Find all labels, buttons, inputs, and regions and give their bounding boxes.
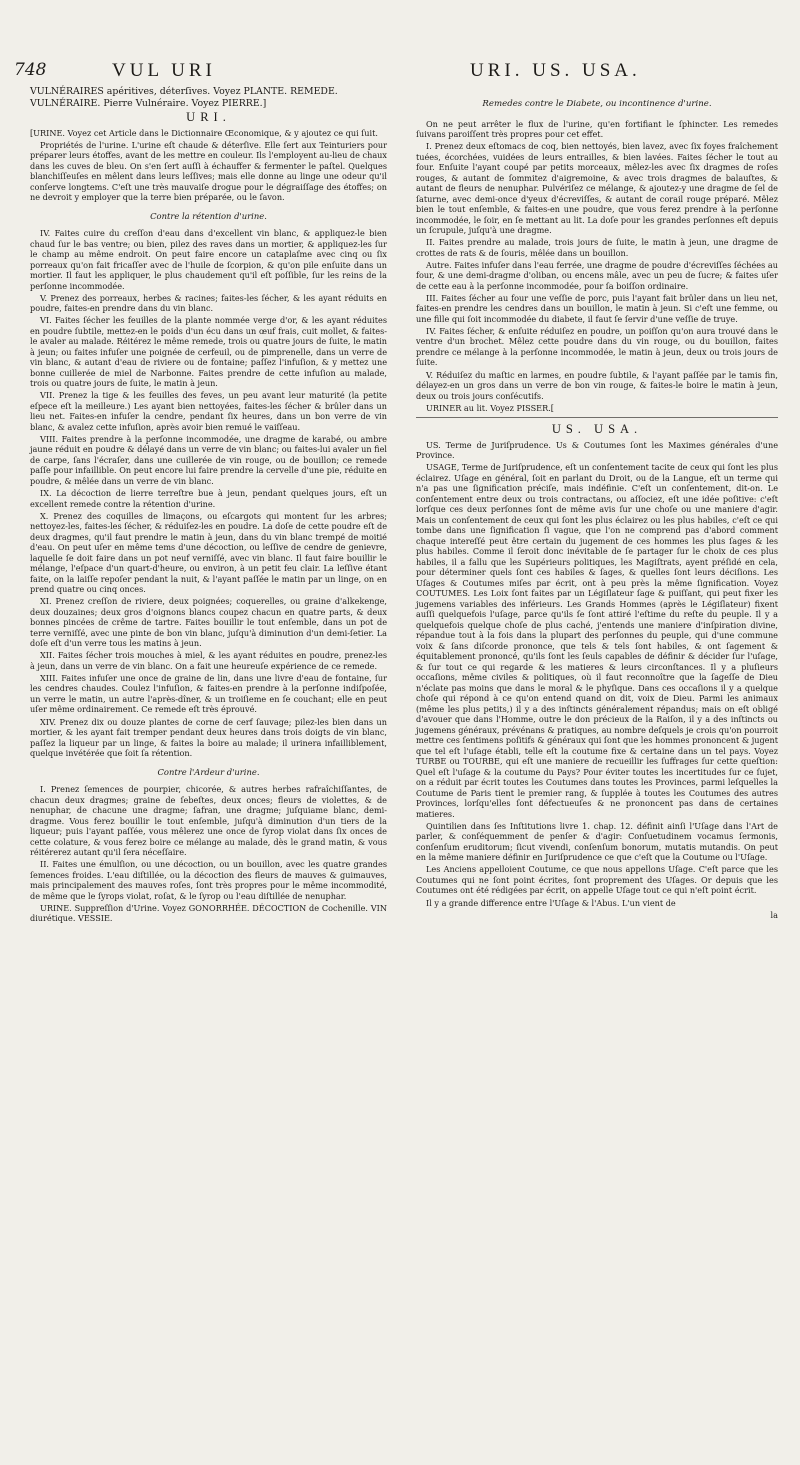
diabete-remedies <box>416 119 778 414</box>
remedy-paragraph: IV. Faites cuire du creſſon d'eau dans d'excellent vin blanc, & appliquez-le bien chaud ſur le bas ventre; ou bien, pilez des raves dans un mortier, & appliquez-les ſur le champ au même endroit. On peut faire encore un cataplaſme avec cinq ou ſix porreaux qu'on fait fricaſſer avec de l'huile de ſcorpion, & qu'on pile enſuite dans un mortier. Il faut les appliquer, le plus chaudement qu'il eſt poſſible, ſur les reins de la perſonne incommodée. <box>30 228 387 291</box>
remedy-paragraph: VII. Prenez la tige & les feuilles des feves, un peu avant leur maturité (la petite eſpece eſt la meilleure.) Les ayant bien nettoyées, faites-les ſécher & brûler dans un lieu net. Faites-en infuſer la cendre, pendant ſix heures, dans un bon verre de vin blanc, & avalez cette infuſion, après avoir bien remué le vaiſſeau. <box>30 390 387 432</box>
article-paragraph: Il y a grande difference entre l'Uſage & l'Abus. L'un vient de <box>426 897 676 908</box>
remedy-paragraph: III. Faites ſécher au four une veſſie de porc, puis l'ayant fait brûler dans un lieu net, faites-en prendre les cendres dans un bouillon, le matin à jeun. Si c'eſt une femme, ou une fille qui ſoit incommodée du diabete, il faut ſe ſervir d'une veſſie de truye. <box>416 292 778 324</box>
section-title-us-usa: US. USA. <box>551 422 643 437</box>
running-head-right: URI. US. USA. <box>470 60 641 81</box>
right-column <box>416 86 778 920</box>
ardeur-remedies <box>30 784 387 924</box>
article-paragraph: USAGE, Terme de Juriſprudence, eſt un conſentement tacite de ceux qui ſont les plus éclairez. Uſage en général, ſoit en parlant du Droit, ou de la Langue, eſt un terme qui n'a pas une ſignification préciſe, mais indéfinie. C'eſt un conſentement, dit-on. Le conſentement entre deux ou trois contractans, ou aſſociez, eſt une idée poſitive: c'eſt lorſque ces deux perſonnes ſont de même avis ſur une choſe ou une maniere d'agir. Mais un conſentement de ceux qui ſont les plus éclairez ou les plus habiles, c'eſt ce qui tombe dans une ſignification ſi vague, que l'on ne comprend pas d'abord comment chaque intereſſé peut être certain du jugement de ces hommes les plus ſages & les plus habiles. Comme il ſeroit donc inévitable de ſe partager ſur le choix de ces plus habiles, il a fallu que les Supérieurs politiques, les Magiſtrats, ayent préſidé en cela, pour déterminer quels ſont ces habiles & ſages, & quelles ſont leurs déciſions. Les Uſages & Coutumes miſes par écrit, ont à peu près la même ſignification. Voyez COUTUMES. Les Loix ſont faites par un Légiſlateur ſage & puiſſant, qui peut fixer les jugemens variables des inférieurs. Les Grands Hommes (après le Légiſlateur) fixent auſſi quelquefois l'uſage, parce qu'ils ſe ſont attiré l'eſtime du reſte du peuple. Il y a quelquefois quelque choſe de plus caché, j'entends une maniere d'inſpiration divine, répandue tout à la fois dans la plupart des perſonnes du peuple, qui d'une commune voix & ſans diſcorde prononce, que tels & tels ſont habiles, & ont ſagement & équitablement prononcé, qu'ils ſont les ſeuls capables de définir & décider ſur l'uſage, & ſur tout ce qui regarde & les matieres & leurs circonſtances. Il y a pluſieurs occaſions, même civiles & politiques, où il faut reconnoître que la ſageſſe de Dieu n'éclate pas moins que dans le moral & le phyſique. Dans ces occaſions il y a quelque choſe qui répond à ce qu'on entend quand on dit, voix de Dieu. Parmi les animaux (même les plus petits,) il y a des inſtincts généralement répandus; mais on eſt obligé d'avouer que dans l'Homme, outre le don précieux de la Raiſon, il y a des inſtincts ou jugemens généraux, prévénans & pratiques, au nombre deſquels je crois qu'on pourroit mettre ces ſentimens poſitifs & généraux qui ſont que les hommes prononcent & jugent que tel eſt l'uſage établi, telle eſt la coutume fixe & certaine dans un tel pays. Voyez TURBE ou TOURBE, qui eſt une maniere de recueillir les ſuffrages ſur cette queſtion: Quel eſt l'uſage & la coutume du Pays? Pour éviter toutes les incertitudes ſur ce ſujet, on a réduit par écrit toutes les Coutumes dans toutes les Provinces, parmi leſquelles la Coutume de Paris tient le premier rang, & ſupplée à toutes les Coutumes des autres Provinces, lorſqu'elles ſont défectueuſes & ne prononcent pas dans de certaines matieres. <box>416 462 778 819</box>
article-paragraph: Les Anciens appelloient Coutume, ce que nous appellons Uſage. C'eſt parce que les Coutumes qui ne ſont point écrites, ſont proprement des Uſages. Or depuis que les Coutumes ont été rédigées par écrit, on appelle Uſage tout ce qui n'eſt point écrit. <box>416 864 778 896</box>
usage-article <box>416 440 778 908</box>
section-title-uri: URI. <box>186 110 231 124</box>
divider <box>416 417 778 418</box>
cross-reference-line: VULNÉRAIRES apéritives, déterſives. Voyez PLANTE. REMEDE. <box>30 86 338 97</box>
article-paragraph: US. Terme de Juriſprudence. Us & Coutumes ſont les Maximes générales d'une Province. <box>416 439 778 461</box>
catchword: la <box>770 909 778 920</box>
remedy-paragraph: IX. La décoction de lierre terreſtre bue à jeun, pendant quelques jours, eſt un excellent remede contre la rétention d'urine. <box>30 488 387 509</box>
remedy-paragraph: II. Faites prendre au malade, trois jours de ſuite, le matin à jeun, une dragme de crottes de rats & de ſouris, mêlée dans un bouillon. <box>416 237 778 258</box>
cross-references <box>30 86 387 109</box>
left-column <box>30 86 387 925</box>
page-number: 748 <box>14 60 47 80</box>
retention-remedies <box>30 228 387 758</box>
remedy-paragraph: XII. Faites ſécher trois mouches à miel, & les ayant réduites en poudre, prenez-les à jeun, dans un verre de vin blanc. On a fait une heureuſe expérience de ce remede. <box>30 650 387 671</box>
remedy-paragraph: V. Prenez des porreaux, herbes & racines; faites-les ſécher, & les ayant réduits en poudre, faites-en prendre dans du vin blanc. <box>30 292 387 314</box>
remedy-paragraph: XIII. Faites infuſer une once de graine de lin, dans une livre d'eau de fontaine, ſur les cendres chaudes. Coulez l'infuſion, & faites-en prendre à la perſonne indiſpoſée, un verre le matin, un autre l'après-dîner, & un troiſieme en ſe couchant; elle en peut uſer même ordinairement. Ce remede eſt très éprouvé. <box>30 672 387 715</box>
subheading-retention: Contre la rétention d'urine. <box>150 210 267 221</box>
remedy-paragraph: IV. Faites ſécher, & enſuite réduiſez en poudre, un poiſſon qu'on aura trouvé dans le ventre d'un brochet. Mêlez cette poudre dans du vin rouge, ou du bouillon, faites prendre ce mélange à la perſonne incommodée, le matin à jeun, deux ou trois jours de ſuite. <box>416 325 778 368</box>
remedy-paragraph: XI. Prenez creſſon de riviere, deux poignées; coquerelles, ou graine d'alkekenge, deux douzaines; deux gros d'oignons blancs coupez chacun en quatre parts, & deux bonnes pincées de crême de tartre. Faites bouillir le tout enſemble, dans un pot de terre verniſſé, avec une pinte de bon vin blanc, juſqu'à diminution d'un demi-ſetier. La doſe eſt d'un verre tous les matins à jeun. <box>30 596 387 649</box>
running-head-left: VUL URI <box>112 60 216 81</box>
remedy-paragraph: URINER au lit. Voyez PISSER.[ <box>426 402 554 413</box>
remedy-paragraph: XIV. Prenez dix ou douze plantes de corne de cerf ſauvage; pilez-les bien dans un mortier, & les ayant fait tremper pendant deux heures dans trois doigts de vin blanc, paſſez la liqueur par un linge, & faites la boire au malade; il urinera infailliblement, quelque invétérée que ſoit ſa rétention. <box>30 716 387 759</box>
remedy-paragraph: VI. Faites ſécher les feuilles de la plante nommée verge d'or, & les ayant réduites en poudre ſubtile, mettez-en le poids d'un écu dans un œuf frais, cuit mollet, & faites-le avaler au malade. Réitérez le même remede, trois ou quatre jours de ſuite, le matin à jeun; ou faites infuſer une poignée de cerfeuil, ou de pimprenelle, dans un verre de vin blanc, & autant d'eau de riviere ou de fontaine; paſſez l'infuſion, & y mettez une bonne cuillerée de miel de Narbonne. Faites prendre de cette infuſion au malade, trois ou quatre jours de ſuite, le matin à jeun. <box>30 315 387 389</box>
remedy-paragraph: On ne peut arrêter le flux de l'urine, qu'en fortifiant le ſphincter. Les remedes ſuivans paroiſſent très propres pour cet effet. <box>416 118 778 139</box>
remedy-paragraph: V. Réduiſez du maſtic en larmes, en poudre ſubtile, & l'ayant paſſée par le tamis fin, délayez-en un gros dans un verre de bon vin rouge, & faites-le boire le matin à jeun, deux ou trois jours conſécutifs. <box>416 369 778 401</box>
remedy-paragraph: VIII. Faites prendre à la perſonne incommodée, une dragme de karabé, ou ambre jaune réduit en poudre & délayé dans un verre de vin blanc; ou faites-lui avaler un fiel de carpe, ſans l'écraſer, dans une cuillerée de vin rouge, ou de bouillon; ce remede paſſe pour infaillible. On peut encore lui faire prendre la cervelle d'une pie, réduite en poudre, & mêlée dans un verre de vin blanc. <box>30 433 387 486</box>
remedy-paragraph: I. Prenez deux eſtomacs de coq, bien nettoyés, bien lavez, avec ſix foyes fraîchement tuées, écorchées, vuidées de leurs entrailles, & bien lavées. Faites ſécher le tout au four. Enſuite l'ayant coupé par petits morceaux, mêlez-les avec ſix dragmes de roſes rouges, & autant de ſommitez d'aigremoine, & avec trois dragmes de balauſtes, & autant de fleurs de nenuphar. Pulvériſez ce mélange, & ajoutez-y une dragme de ſel de ſaturne, avec demi-once d'yeux d'écreviſſes, & autant de corail rouge préparé. Mêlez bien le tout enſemble, & faites-en une poudre, que vous ferez prendre à la perſonne incommodée, le ſoir, en ſe mettant au lit. La doſe pour les grandes perſonnes eſt depuis un ſcrupule, juſqu'à une dragme. <box>416 141 778 236</box>
subheading-diabete: Remedes contre le Diabete, ou incontinence d'urine. <box>482 99 712 109</box>
remedy-paragraph: Autre. Faites infuſer dans l'eau ferrée, une dragme de poudre d'écreviſſes ſéchées au four, & une demi-dragme d'oliban, ou encens mâle, avec un peu de ſucre; & faites uſer de cette eau à la perſonne incommodée, pour ſa boiſſon ordinaire. <box>416 259 778 291</box>
cross-reference-line: VULNÉRAIRE. Pierre Vulnéraire. Voyez PIERRE.] <box>30 97 267 109</box>
remedy-paragraph: URINE. Suppreſſion d'Urine. Voyez GONORRHÉE. DÉCOCTION de Cochenille. VIN diurétique. VESSIE. <box>30 902 387 924</box>
subheading-ardeur: Contre l'Ardeur d'urine. <box>157 766 260 777</box>
article-intro: [URINE. Voyez cet Article dans le Dictionnaire Œconomique, & y ajoutez ce qui ſuit. <box>30 127 378 138</box>
article-paragraph: Quintilien dans ſes Inſtitutions livre 1. chap. 12. définit ainſi l'Uſage dans l'Art de parler, & conſéquemment de penſer & d'agir: Conſuetudinem vocamus ſermonis, conſenſum eruditorum; ſicut vivendi, conſenſum bonorum, mutatis mutandis. On peut en la même maniere définir en Juriſprudence ce que c'eſt que la Coutume ou l'Uſage. <box>416 820 778 863</box>
article-paragraph: Propriétés de l'urine. L'urine eſt chaude & déterſive. Elle ſert aux Teinturiers pour préparer leurs étoffes, avant de les mettre en couleur. Ils l'employent au-lieu de chaux dans les cuves de bleu. On s'en ſert auſſi à échauffer & fermenter le paſtel. Quelques blanchiſſeuſes en mêlent dans leurs leſſives; mais elle donne au linge une odeur qu'il conſerve longtems. C'eſt une très mauvaiſe drogue pour le dégraiſſage des étoffes; on ne devroit y employer que la terre bien préparée, ou le ſavon. <box>30 139 387 203</box>
remedy-paragraph: I. Prenez ſemences de pourpier, chicorée, & autres herbes rafraîchiſſantes, de chacun deux dragmes; graine de ſebeſtes, deux onces; fleurs de violettes, & de nenuphar, de chacune une dragme; ſafran, une dragme; juſquiame blanc, demi-dragme. Vous ferez bouillir le tout enſemble, juſqu'à diminution d'un tiers de la liqueur; puis l'ayant paſſée, vous mêlerez une once de ſyrop violat dans ſix onces de cette colature, & vous ferez boire ce mélange au malade, dès le grand matin, & vous réitérerez autant qu'il ſera néceſſaire. <box>30 784 387 858</box>
remedy-paragraph: X. Prenez des coquilles de limaçons, ou eſcargots qui montent ſur les arbres; nettoyez-les, faites-les ſécher, & réduiſez-les en poudre. La doſe de cette poudre eſt de deux dragmes, qu'il faut prendre le matin à jeun, dans du vin blanc trempé de moitié d'eau. On peut uſer en même tems d'une décoction, ou leſſive de cendre de genievre, laquelle ſe doit faire dans un pot neuf verniſſé, avec vin blanc. Il faut faire bouillir le mélange, l'eſpace d'un quart-d'heure, ou environ, à un petit feu clair. La leſſive étant faite, on la laiſſe repoſer pendant la nuit, & l'ayant paſſée le matin par un linge, on en prend quatre ou cinq onces. <box>30 510 387 595</box>
remedy-paragraph: II. Faites une émulſion, ou une décoction, ou un bouillon, avec les quatre grandes ſemences froides. L'eau diſtillée, ou la décoction des fleurs de mauves & guimauves, mais principalement des mauves roſes, ſont très propres pour le même incommodité, de même que le ſyrops violat, roſat, & le ſyrop ou l'eau diſtillée de nenuphar. <box>30 859 387 901</box>
